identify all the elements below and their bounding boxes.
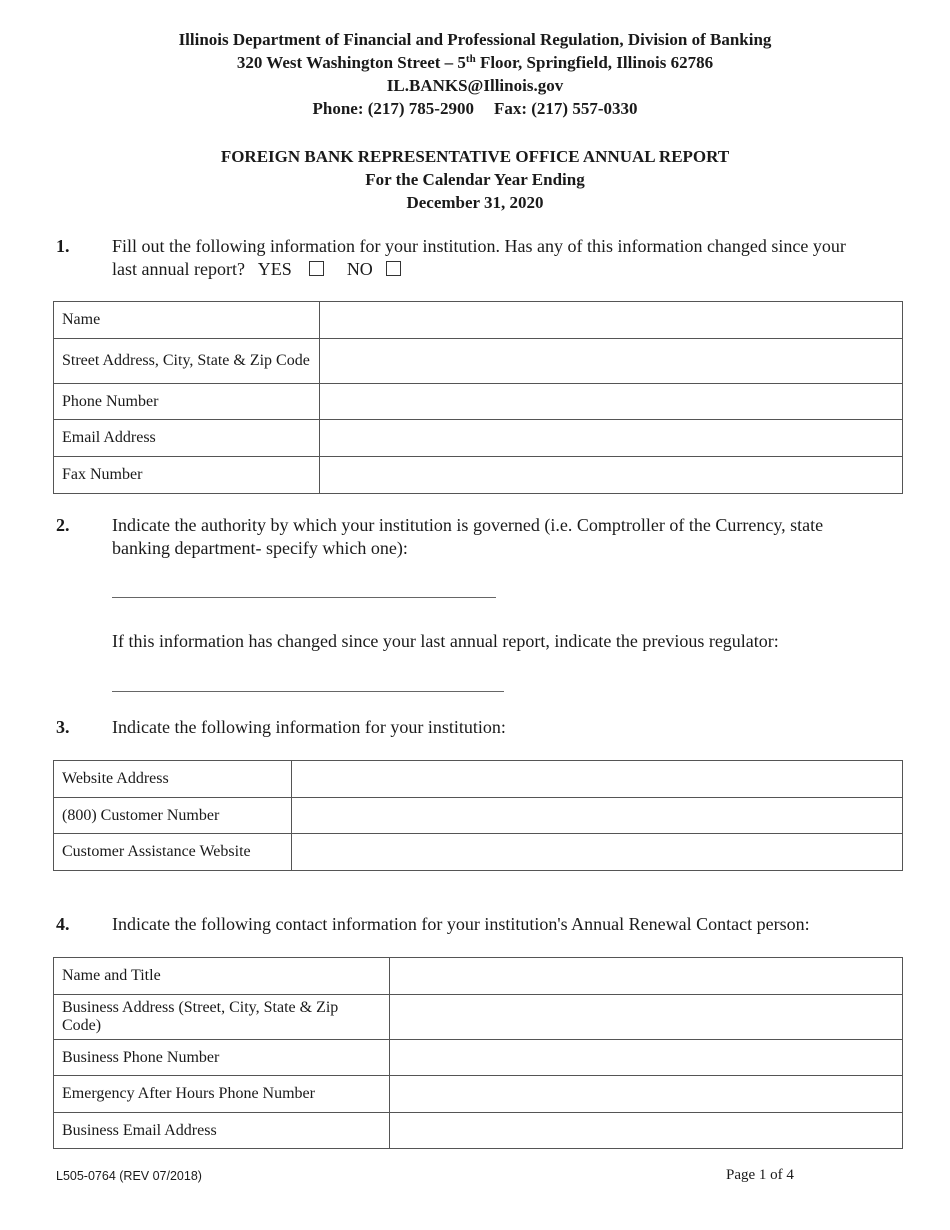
table-row xyxy=(54,1040,903,1076)
business-email-field[interactable] xyxy=(389,1113,902,1149)
agency-phone: Phone: (217) 785-2900 xyxy=(312,99,474,118)
yes-checkbox[interactable] xyxy=(309,261,324,276)
form-id: L505-0764 (REV 07/2018) xyxy=(56,1169,202,1183)
question-text xyxy=(112,235,902,281)
email-address-field[interactable] xyxy=(319,420,902,457)
address-start: 320 West Washington Street – 5 xyxy=(236,53,466,72)
agency-fax: Fax: (217) 557-0330 xyxy=(493,99,638,118)
table-row xyxy=(54,761,903,798)
table-row xyxy=(54,420,903,457)
agency-contact xyxy=(0,97,950,120)
question-number: 1. xyxy=(56,236,70,256)
fax-number-field[interactable] xyxy=(319,457,902,494)
row-label: Business Email Address xyxy=(54,1113,390,1149)
customer-number-field[interactable] xyxy=(291,798,902,834)
report-title xyxy=(0,145,950,214)
agency-name: Illinois Department of Financial and Professional Regulation, Division of Banking xyxy=(178,30,772,49)
table-row xyxy=(54,457,903,494)
agency-email: IL.BANKS@Illinois.gov xyxy=(386,76,564,95)
website-address-field[interactable] xyxy=(291,761,902,798)
row-label: Fax Number xyxy=(54,457,320,494)
row-label: Name xyxy=(54,302,320,339)
address-ordinal: th xyxy=(465,53,476,65)
table-row xyxy=(54,1076,903,1113)
table-row xyxy=(54,958,903,995)
table-row xyxy=(54,834,903,871)
question-number: 3. xyxy=(56,717,70,737)
row-label: Emergency After Hours Phone Number xyxy=(54,1076,390,1113)
business-address-field[interactable] xyxy=(389,995,902,1040)
previous-regulator-prompt: If this information has changed since your last annual report, indicate the previous regulator: xyxy=(112,631,779,651)
row-label: Email Address xyxy=(54,420,320,457)
institution-info-table xyxy=(53,301,903,494)
row-label: Website Address xyxy=(54,761,292,798)
table-row xyxy=(54,798,903,834)
question-1-line1: Fill out the following information for your institution. Has any of this information changed since your xyxy=(112,236,846,256)
question-2-line1: Indicate the authority by which your institution is governed (i.e. Comptroller of the Currency, state xyxy=(112,515,824,535)
question-text: Indicate the following information for your institution: xyxy=(112,717,506,737)
name-field[interactable] xyxy=(319,302,902,339)
table-row xyxy=(54,339,903,384)
address-end: Floor, Springfield, Illinois 62786 xyxy=(475,53,714,72)
table-row xyxy=(54,302,903,339)
no-checkbox[interactable] xyxy=(386,261,401,276)
yes-label: YES xyxy=(257,259,292,279)
renewal-contact-table xyxy=(53,957,903,1149)
emergency-phone-field[interactable] xyxy=(389,1076,902,1113)
row-label: Customer Assistance Website xyxy=(54,834,292,871)
table-row xyxy=(54,1113,903,1149)
previous-regulator-line[interactable] xyxy=(112,691,504,692)
row-label: Street Address, City, State & Zip Code xyxy=(54,339,320,384)
row-label: Business Address (Street, City, State & Zip Code) xyxy=(54,995,390,1040)
report-title-line2: For the Calendar Year Ending xyxy=(365,170,585,189)
question-number: 4. xyxy=(56,914,70,934)
row-label: Business Phone Number xyxy=(54,1040,390,1076)
row-label: (800) Customer Number xyxy=(54,798,292,834)
agency-address xyxy=(0,51,950,74)
name-and-title-field[interactable] xyxy=(389,958,902,995)
row-label: Phone Number xyxy=(54,384,320,420)
agency-header xyxy=(0,28,950,120)
question-1-line2 xyxy=(112,258,902,281)
governing-authority-line[interactable] xyxy=(112,597,496,598)
page-number: Page 1 of 4 xyxy=(726,1167,794,1183)
table-row xyxy=(54,995,903,1040)
question-number: 2. xyxy=(56,515,70,535)
no-label: NO xyxy=(346,259,373,279)
report-title-line3: December 31, 2020 xyxy=(406,193,544,212)
customer-assistance-website-field[interactable] xyxy=(291,834,902,871)
question-text: Indicate the following contact information for your institution's Annual Renewal Contact person: xyxy=(112,914,810,934)
website-info-table xyxy=(53,760,903,871)
question-2-line2: banking department- specify which one): xyxy=(112,538,408,558)
row-label: Name and Title xyxy=(54,958,390,995)
question-1-prompt: last annual report? xyxy=(112,259,245,279)
question-text xyxy=(112,514,902,560)
street-address-field[interactable] xyxy=(319,339,902,384)
table-row xyxy=(54,384,903,420)
phone-number-field[interactable] xyxy=(319,384,902,420)
report-title-line1: FOREIGN BANK REPRESENTATIVE OFFICE ANNUAL REPORT xyxy=(220,147,730,166)
business-phone-field[interactable] xyxy=(389,1040,902,1076)
